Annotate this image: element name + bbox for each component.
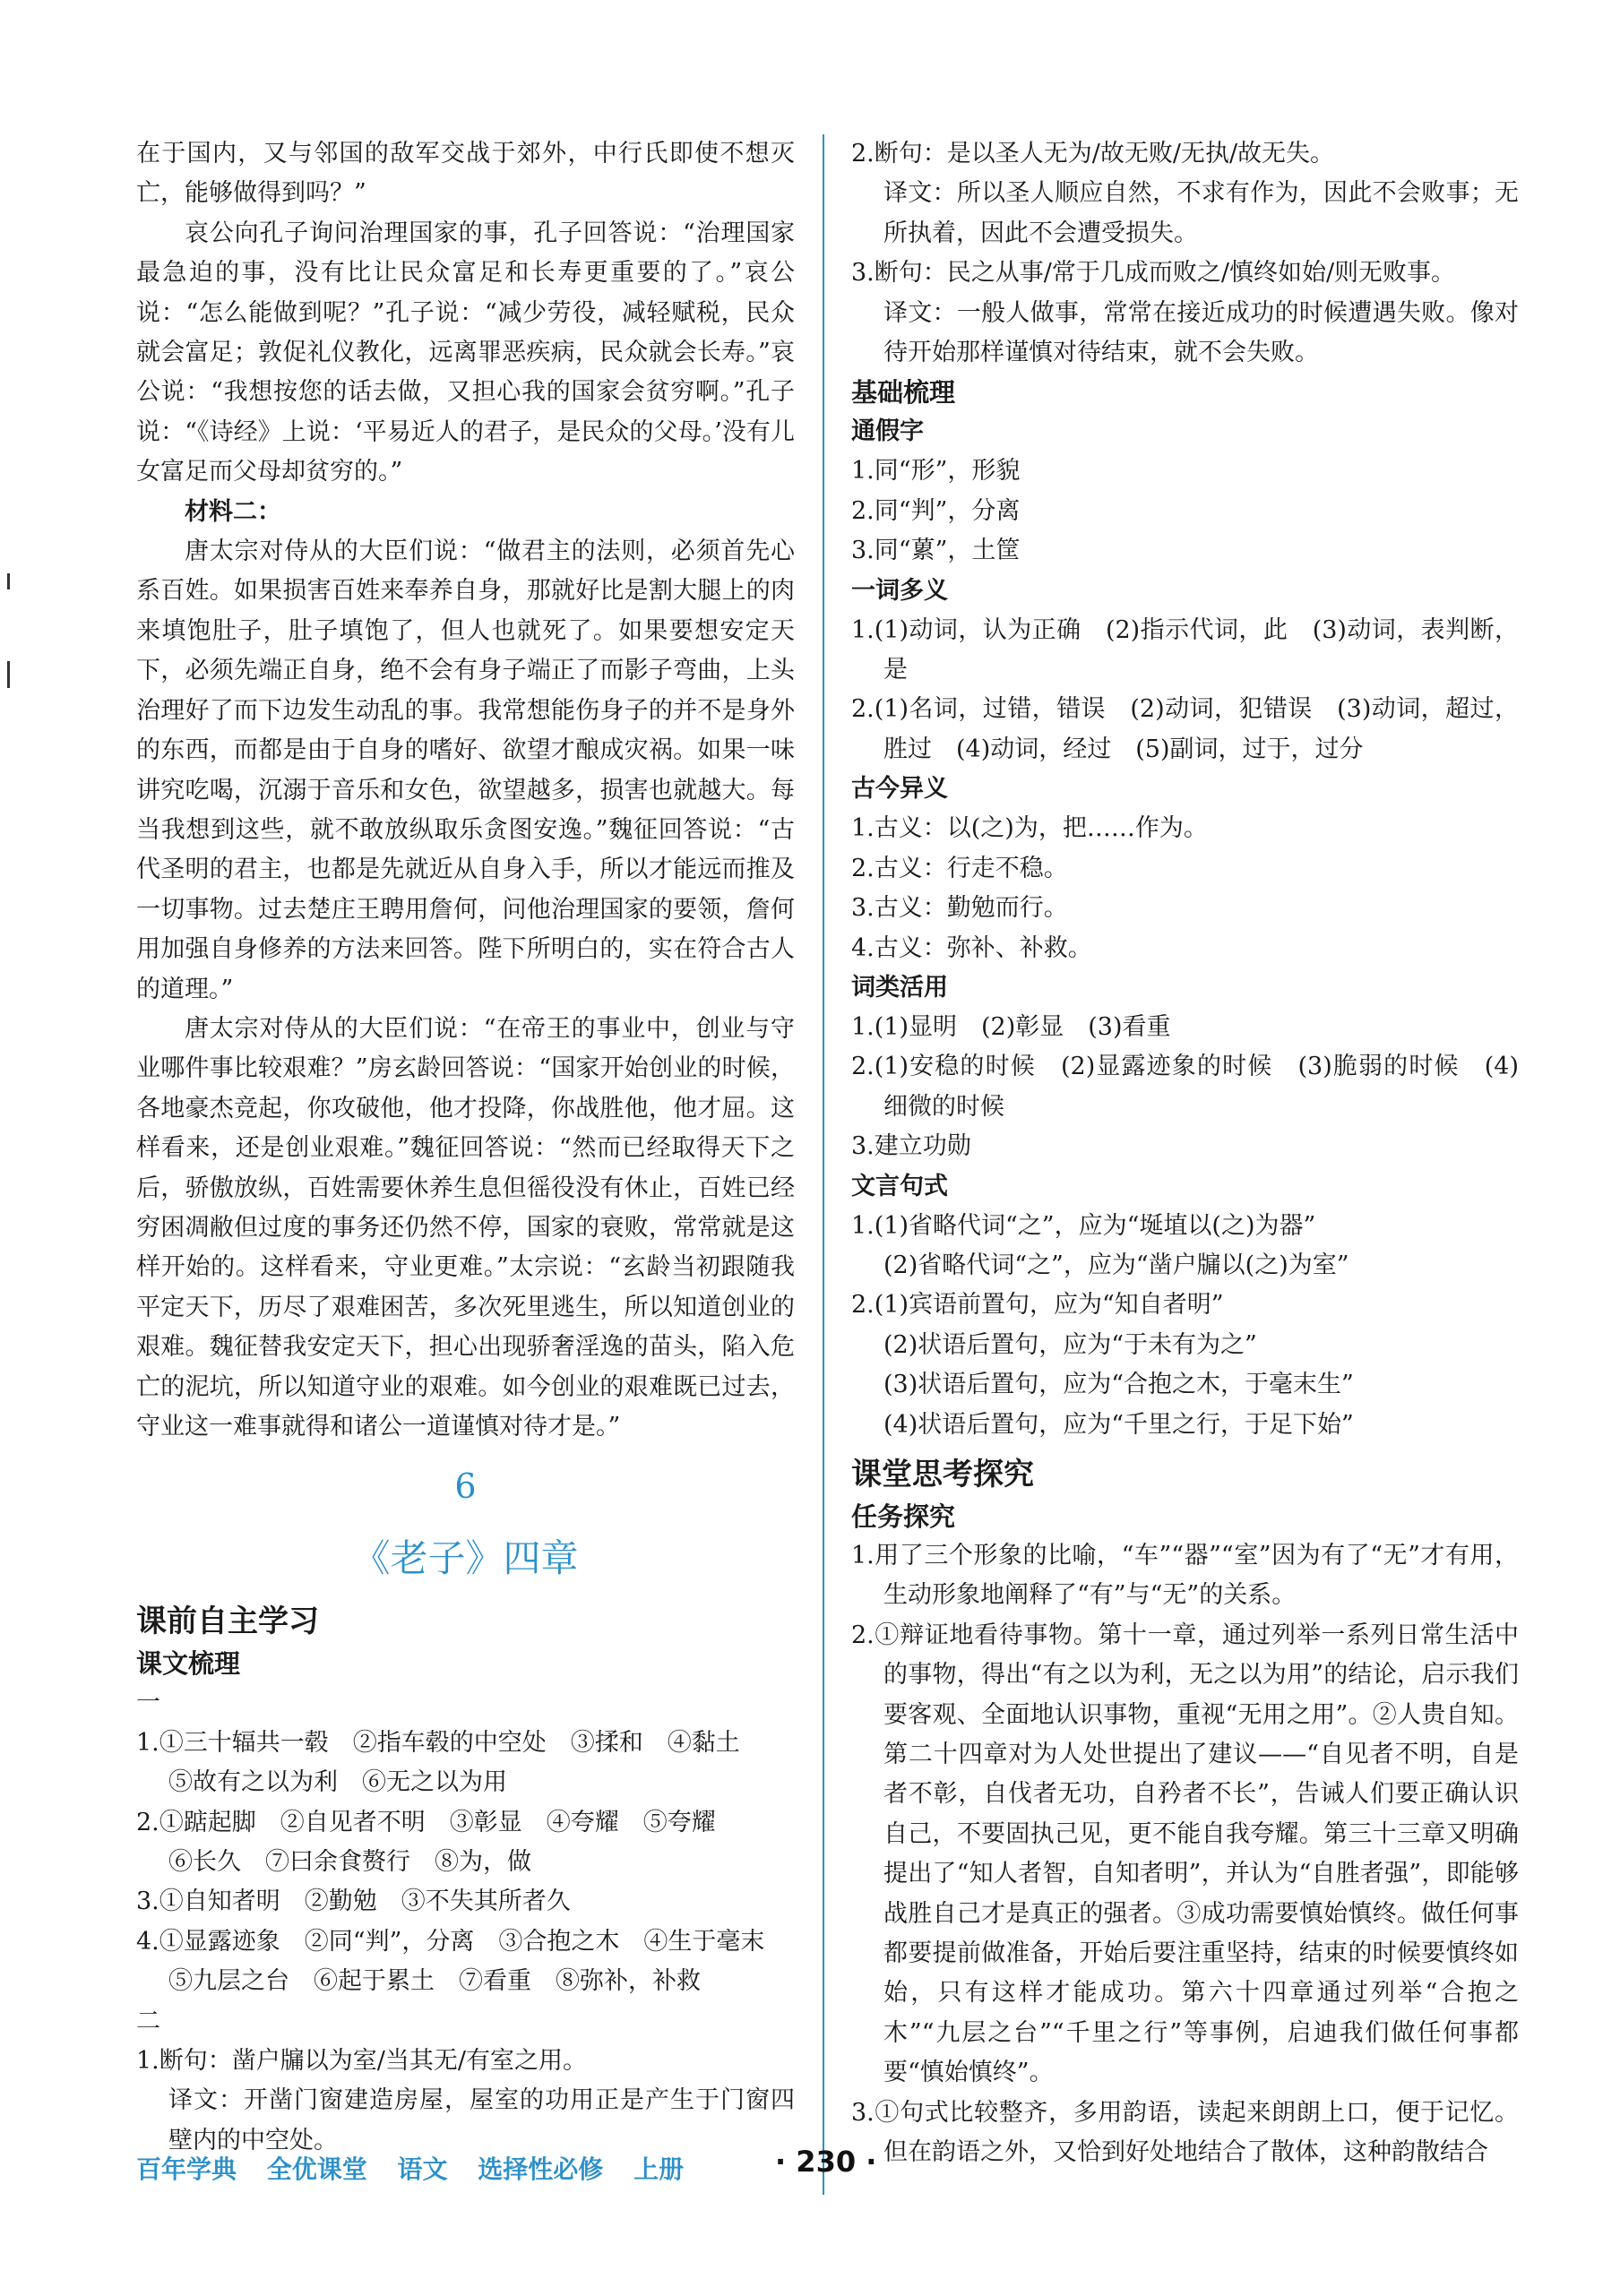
list-item: 3.建立功勋 — [851, 1132, 971, 1161]
list-item: 3.①句式比较整齐，多用韵语，读起来朗朗上口，便于记忆。但在韵语之外，又恰到好处地结合了散体，这种韵散结合 — [851, 2098, 1519, 2167]
footer-item: 语文 — [397, 2154, 448, 2184]
section-number: 6 — [454, 1466, 477, 1507]
list-item: 2.(1)名词，过错，错误 (2)动词，犯错误 (3)动词，超过，胜过 (4)动词，经过 (5)副词，过于，过分 — [851, 695, 1519, 763]
footer-item: 全优课堂 — [266, 2154, 367, 2184]
list-item: 4.古义：弥补、补救。 — [851, 933, 1092, 962]
list-item: 1.用了三个形象的比喻，“车”“器”“室”因为有了“无”才有用，生动形象地阐释了“有”与“无”的关系。 — [851, 1541, 1519, 1610]
heading-juzi: 文言句式 — [851, 1172, 948, 1200]
scan-mark — [7, 661, 10, 688]
list-item: 2.同“判”，分离 — [851, 496, 1021, 525]
right-column — [851, 134, 1519, 2172]
column-divider — [823, 134, 824, 2195]
heading-yici: 一词多义 — [851, 576, 948, 605]
list-item: 2.(1)安稳的时候 (2)显露迹象的时候 (3)脆弱的时候 (4)细微的时候 — [851, 1053, 1519, 1121]
list-item: 1.(1)显明 (2)彰显 (3)看重 — [851, 1012, 1171, 1041]
list-item: (3)状语后置句，应为“合抱之木，于毫末生” — [883, 1371, 1354, 1399]
part-label: 一 — [136, 1689, 160, 1717]
translation: 译文：所以圣人顺应自然，不求有作为，因此不会败事；无所执着，因此不会遭受损失。 — [883, 179, 1519, 247]
list-item: 3.同“蔂”，土筐 — [851, 537, 1021, 565]
part-label: 二 — [136, 2007, 160, 2035]
heading-basic: 基础梳理 — [851, 377, 956, 408]
section-title: 《老子》四章 — [352, 1536, 579, 1581]
footer-item: 百年学典 — [136, 2154, 237, 2184]
list-item: 2.①辩证地看待事物。第十一章，通过列举一系列日常生活中的事物，得出“有之以为利，无之以为用”的结论，启示我们要客观、全面地认识事物，重视“无用之用”。②人贵自知。第二十四章对为人处世提出了建议——“自见者不明，自是者不彰，自伐者无功，自矜者不长”，告诫人们要正确认识自己，不要固执己见，更不能自我夸耀。第三十三章又明确提出了“知人者智，自知者明”，并认为“自胜者强”，即能够战胜自己才是真正的强者。③成功需要慎始慎终。做任何事都要提前做准备，开始后要注重坚持，结束的时候要慎终如始，只有这样才能成功。第六十四章通过列举“合抱之木”“九层之台”“千里之行”等事例，启迪我们做任何事都要“慎始慎终”。 — [851, 1621, 1519, 2087]
sentence-break: 1.断句：凿户牖以为室/当其无/有室之用。 — [136, 2047, 587, 2076]
material-label: 材料二： — [185, 497, 281, 526]
list-item: 2.古义：行走不稳。 — [851, 854, 1068, 882]
footer-series — [136, 2150, 705, 2186]
list-item: 2.(1)宾语前置句，应为“知自者明” — [851, 1291, 1224, 1320]
sentence-break: 3.断句：民之从事/常于几成而败之/慎终如始/则无败事。 — [851, 259, 1456, 288]
list-item: (4)状语后置句，应为“千里之行，于足下始” — [883, 1410, 1354, 1439]
list-item: 1.古义：以(之)为，把……作为。 — [851, 814, 1208, 843]
translation: 译文：一般人做事，常常在接近成功的时候遭遇失败。像对待开始那样谨慎对待结束，就不会失败。 — [883, 298, 1519, 367]
heading-pre-study: 课前自主学习 — [136, 1604, 319, 1640]
list-item: 1.①三十辐共一毂 ②指车毂的中空处 ③揉和 ④黏土 ⑤故有之以为利 ⑥无之以为用 — [136, 1728, 740, 1797]
answer-list — [136, 1724, 795, 2002]
heading-text-sort: 课文梳理 — [136, 1648, 241, 1680]
heading-task: 任务探究 — [851, 1501, 956, 1532]
list-item: 2.①踮起脚 ②自见者不明 ③彰显 ④夸耀 ⑤夸耀 ⑥长久 ⑦曰余食赘行 ⑧为，做 — [136, 1808, 716, 1877]
left-column — [136, 134, 795, 2161]
translation: 译文：开凿门窗建造房屋，屋室的功用正是产生于门窗四壁内的中空处。 — [168, 2086, 795, 2154]
footer-item: 选择性必修 — [478, 2154, 604, 2184]
list-item: (2)状语后置句，应为“于未有为之” — [883, 1330, 1257, 1359]
list-item: 3.①自知者明 ②勤勉 ③不失其所者久 — [136, 1888, 571, 1916]
list-item: 4.①显露迹象 ②同“判”，分离 ③合抱之木 ④生于毫末 ⑤九层之台 ⑥起于累土 ⑦看重 ⑧弥补，补救 — [136, 1927, 765, 1996]
paragraph: 在于国内，又与邻国的敌军交战于郊外，中行氏即使不想灭亡，能够做得到吗？” — [136, 140, 795, 208]
heading-gujin: 古今异义 — [851, 775, 948, 804]
list-item: 3.古义：勤勉而行。 — [851, 894, 1068, 923]
list-item: (2)省略代词“之”，应为“凿户牖以(之)为室” — [883, 1251, 1349, 1279]
footer-item: 上册 — [633, 2154, 685, 2184]
list-item: 1.(1)省略代词“之”，应为“埏埴以(之)为器” — [851, 1211, 1316, 1240]
heading-tongjia: 通假字 — [851, 417, 924, 446]
heading-think: 课堂思考探究 — [851, 1456, 1034, 1492]
paragraph: 唐太宗对侍从的大臣们说：“做君主的法则，必须首先心系百姓。如果损害百姓来奉养自身，那就好比是割大腿上的肉来填饱肚子，肚子填饱了，但人也就死了。如果要想安定天下，必须先端正自身，绝不会有身子端正了而影子弯曲，上头治理好了而下边发生动乱的事。我常想能伤身子的并不是身外的东西，而都是由于自身的嗜好、欲望才酿成灾祸。如果一味讲究吃喝，沉溺于音乐和女色，欲望越多，损害也就越大。每当我想到这些，就不敢放纵取乐贪图安逸。”魏征回答说：“古代圣明的君主，也都是先就近从自身入手，所以才能远而推及一切事物。过去楚庄王聘用詹何，问他治理国家的要领，詹何用加强自身修养的方法来回答。陛下所明白的，实在符合古人的道理。” — [136, 537, 795, 1003]
paragraph: 哀公向孔子询问治理国家的事，孔子回答说：“治理国家最急迫的事，没有比让民众富足和长寿更重要的了。”哀公说：“怎么能做到呢？”孔子说：“减少劳役，减轻赋税，民众就会富足；敦促礼仪教化，远离罪恶疾病，民众就会长寿。”哀公说：“我想按您的话去做，又担心我的国家会贫穷啊。”孔子说：“《诗经》上说：‘平易近人的君子，是民众的父母。’没有儿女富足而父母却贫穷的。” — [136, 219, 795, 486]
sentence-break: 2.断句：是以圣人无为/故无败/无执/故无失。 — [851, 140, 1335, 168]
list-item: 1.同“形”，形貌 — [851, 457, 1021, 486]
list-item: 1.(1)动词，认为正确 (2)指示代词，此 (3)动词，表判断，是 — [851, 615, 1519, 684]
page-number: · 230 · — [775, 2145, 877, 2179]
paragraph: 唐太宗对侍从的大臣们说：“在帝王的事业中，创业与守业哪件事比较艰难？”房玄龄回答说：“国家开始创业的时候，各地豪杰竞起，你攻破他，他才投降，你战胜他，他才屈。这样看来，还是创业艰难。”魏征回答说：“然而已经取得天下之后，骄傲放纵，百姓需要休养生息但徭役没有休止，百姓已经穷困凋敝但过度的事务还仍然不停，国家的衰败，常常就是这样开始的。这样看来，守业更难。”太宗说：“玄龄当初跟随我平定天下，历尽了艰难困苦，多次死里逃生，所以知道创业的艰难。魏征替我安定天下，担心出现骄奢淫逸的苗头，陷入危亡的泥坑，所以知道守业的艰难。如今创业的艰难既已过去，守业这一难事就得和诸公一道谨慎对待才是。” — [136, 1014, 795, 1440]
heading-cilei: 词类活用 — [851, 973, 948, 1002]
scan-mark — [7, 573, 10, 589]
